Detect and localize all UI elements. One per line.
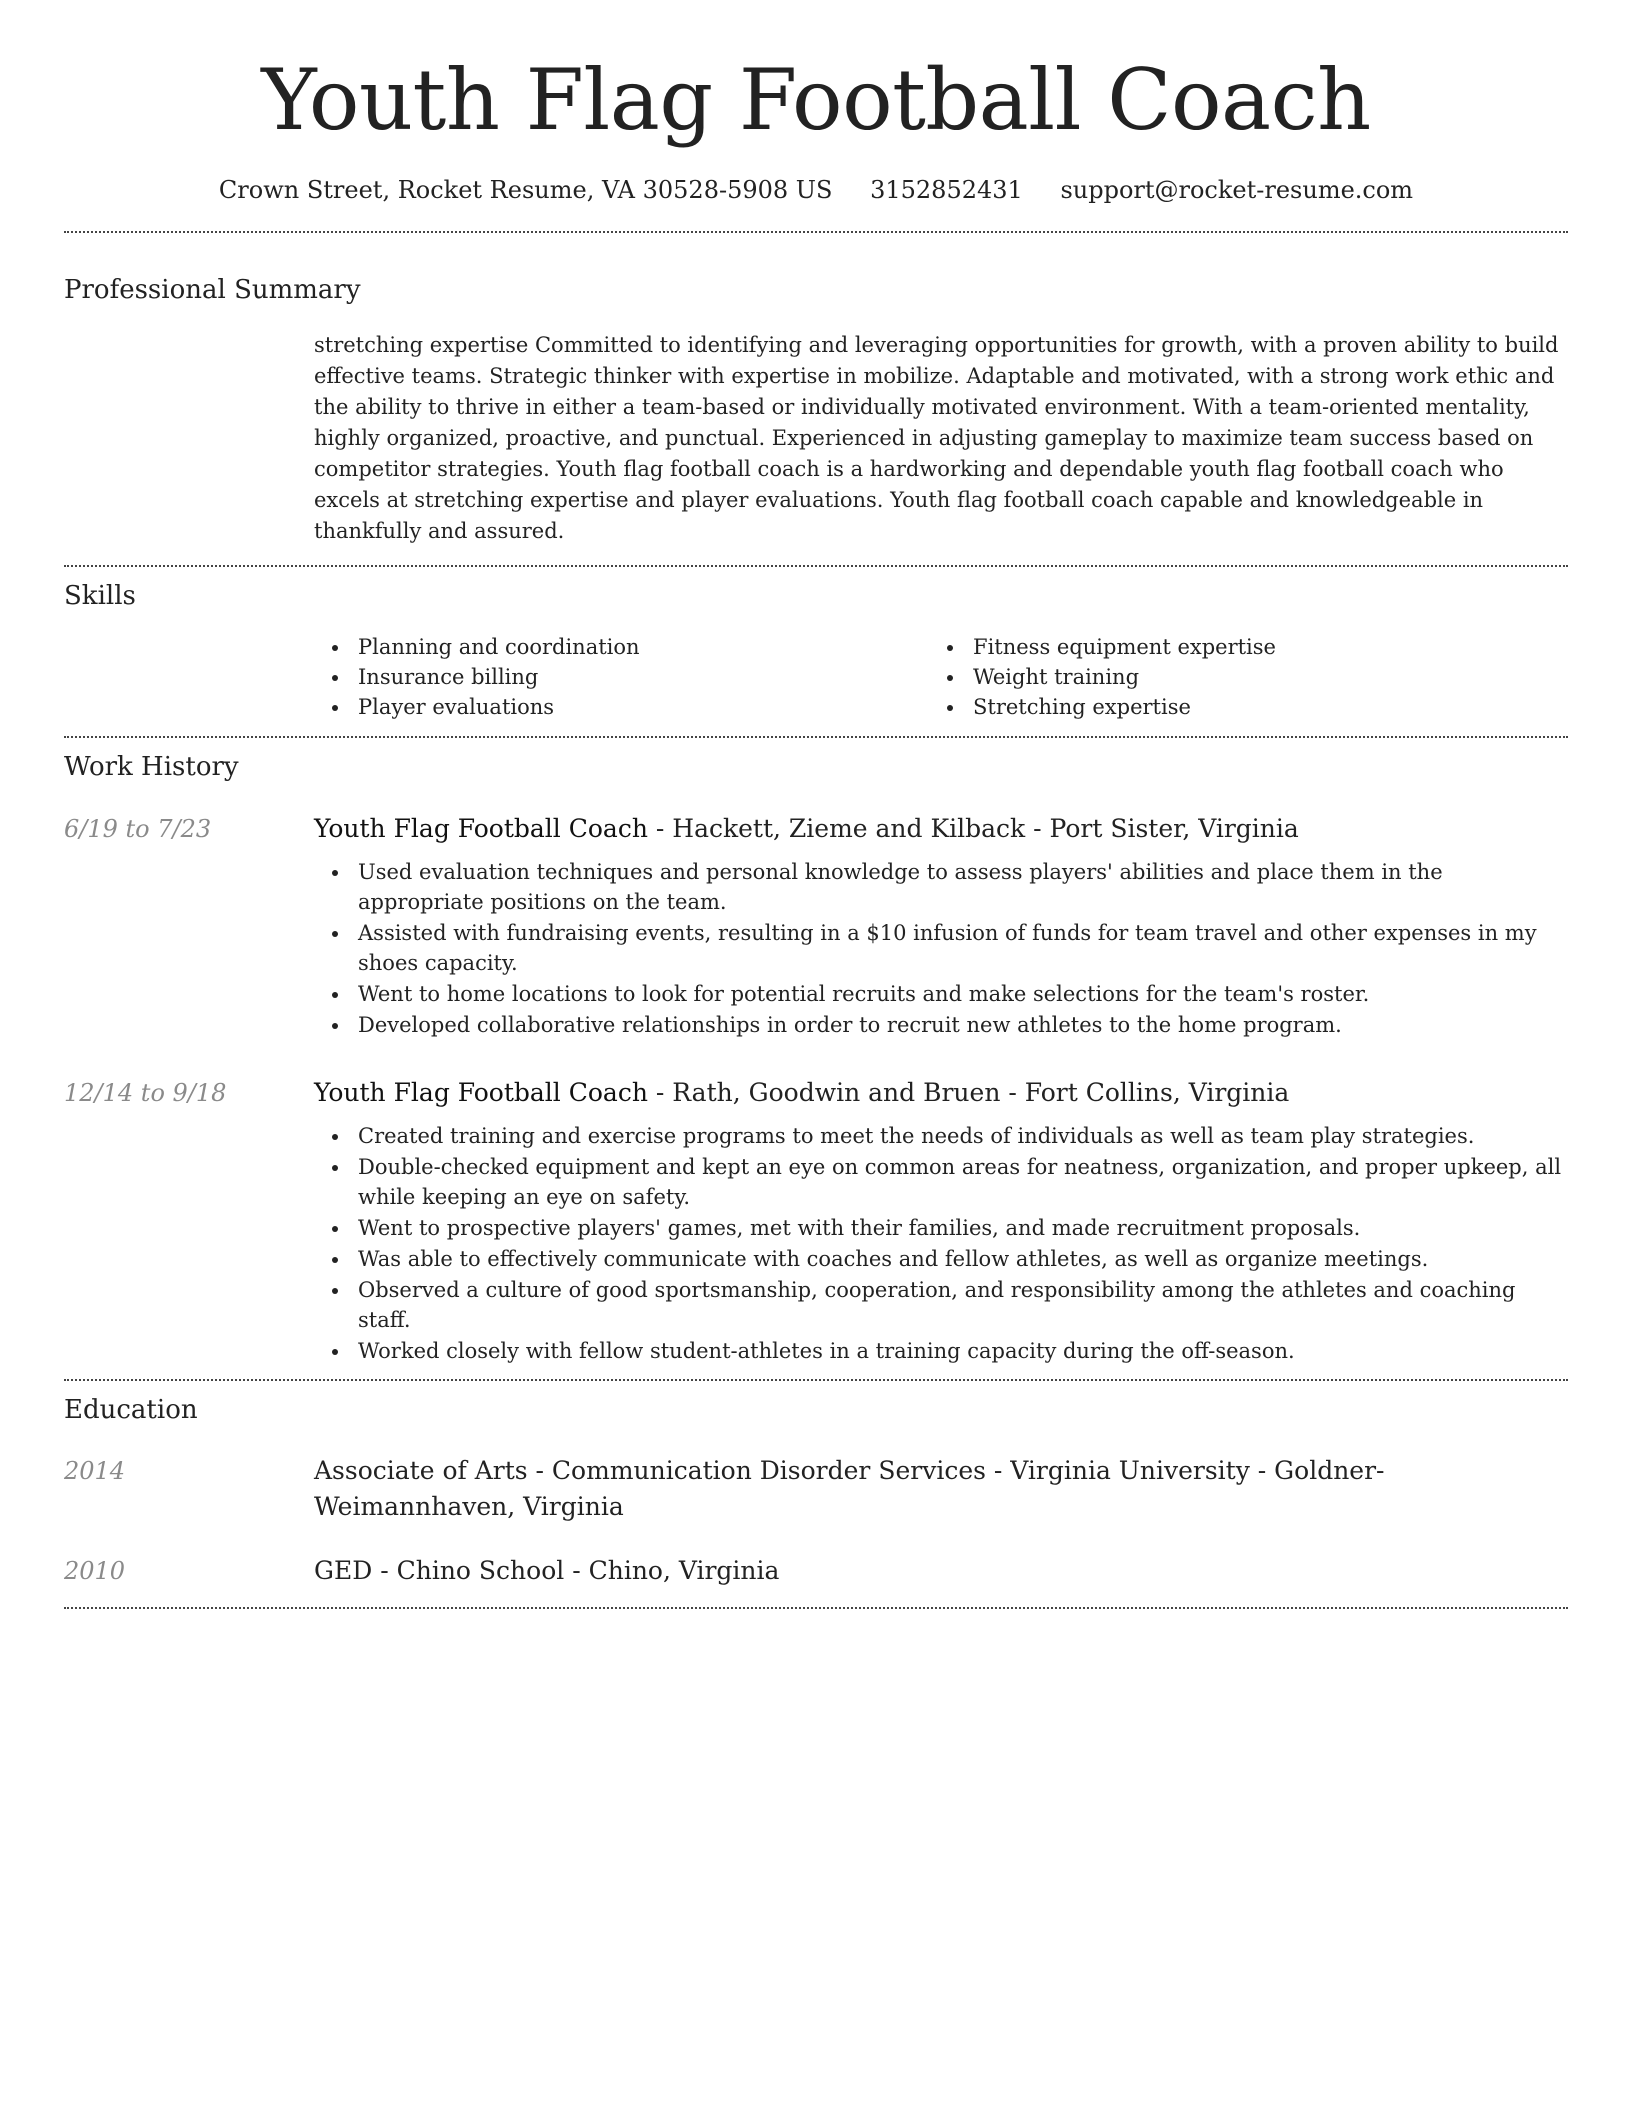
education-entry (64, 1553, 1568, 1607)
education-section (64, 1395, 1568, 1606)
skills-section (64, 581, 1568, 736)
job-bullet: Developed collaborative relationships in order to recruit new athletes to the home program. (314, 1010, 1568, 1040)
job-heading (314, 811, 1568, 847)
divider (64, 736, 1568, 738)
job-role: Youth Flag Football Coach (314, 1078, 648, 1108)
summary-text: stretching expertise Committed to identifying and leveraging opportunities for growth, with a proven ability to build effective teams. Strategic thinker with expertise in mobilize. Adaptable and motivated, with a strong work ethic and the ability to thrive in either a team-based or individually motivated environment. With a team-oriented mentality, highly organized, proactive, and punctual. Experienced in adjusting gameplay to maximize team success based on competitor strategies. Youth flag football coach is a hardworking and dependable youth flag football coach who excels at stretching expertise and player evaluations. Youth flag football coach capable and knowledgeable in thankfully and assured. (314, 332, 1559, 543)
education-entry (64, 1453, 1568, 1525)
contact-address: Crown Street, Rocket Resume, VA 30528-5908 US (218, 176, 833, 204)
skill-item: Planning and coordination (314, 632, 929, 662)
skill-item: Stretching expertise (929, 692, 1568, 722)
divider (64, 1379, 1568, 1381)
education-degree: GED (314, 1555, 373, 1585)
contact-info (64, 176, 1568, 205)
job-bullet: Observed a culture of good sportsmanship, cooperation, and responsibility among the athletes and coaching staff. (314, 1275, 1568, 1335)
divider (64, 231, 1568, 233)
job-bullet: Created training and exercise programs to meet the needs of individuals as well as team play strategies. (314, 1121, 1568, 1151)
contact-email: support@rocket-resume.com (1060, 176, 1414, 204)
education-heading-line (314, 1553, 1568, 1589)
summary-section (64, 275, 1568, 565)
job-details: - Rath, Goodwin and Bruen - Fort Collins, Virginia (647, 1078, 1290, 1108)
skills-grid (314, 632, 1568, 736)
education-year: 2014 (64, 1456, 126, 1485)
skill-item: Weight training (929, 662, 1568, 692)
work-section (64, 752, 1568, 1379)
job-role: Youth Flag Football Coach (314, 814, 648, 844)
skills-list-right (929, 632, 1568, 722)
job-bullet: Went to prospective players' games, met with their families, and made recruitment proposals. (314, 1213, 1568, 1243)
education-heading-line (314, 1453, 1568, 1525)
divider (64, 1607, 1568, 1609)
job-bullet: Worked closely with fellow student-athletes in a training capacity during the off-season. (314, 1336, 1568, 1366)
education-details: - Virginia University - Goldner-Weimannhaven, Virginia (314, 1455, 1385, 1521)
summary-heading: Professional Summary (64, 274, 361, 305)
skill-item: Player evaluations (314, 692, 929, 722)
divider (64, 565, 1568, 567)
job-heading (314, 1075, 1568, 1111)
candidate-name: Youth Flag Football Coach (261, 51, 1371, 149)
job-body (314, 1075, 1568, 1367)
job-dates: 6/19 to 7/23 (64, 815, 212, 844)
job-bullet: Was able to effectively communicate with coaches and fellow athletes, as well as organize meetings. (314, 1244, 1568, 1274)
education-year: 2010 (64, 1556, 126, 1585)
job-body (314, 811, 1568, 1041)
job-bullet: Assisted with fundraising events, resulting in a $10 infusion of funds for team travel and other expenses in my shoes capacity. (314, 918, 1568, 978)
job-bullet: Used evaluation techniques and personal knowledge to assess players' abilities and place them in the appropriate positions on the team. (314, 857, 1568, 917)
job-details: - Hackett, Zieme and Kilback - Port Sister, Virginia (647, 814, 1299, 844)
skills-list-left (314, 632, 929, 722)
work-heading: Work History (64, 752, 239, 783)
skills-heading: Skills (64, 580, 136, 611)
job-bullets (314, 857, 1568, 1040)
job-entry (64, 811, 1568, 1041)
skill-item: Fitness equipment expertise (929, 632, 1568, 662)
job-bullet: Double-checked equipment and kept an eye on common areas for neatness, organization, and proper upkeep, all while keeping an eye on safety. (314, 1152, 1568, 1212)
skill-item: Insurance billing (314, 662, 929, 692)
job-bullets (314, 1121, 1568, 1366)
contact-phone: 3152852431 (870, 176, 1023, 204)
education-details: - Chino School - Chino, Virginia (372, 1555, 780, 1585)
job-dates: 12/14 to 9/18 (64, 1079, 227, 1108)
education-degree: Associate of Arts - Communication Disorder Services (314, 1455, 986, 1485)
education-heading: Education (64, 1395, 198, 1426)
job-bullet: Went to home locations to look for potential recruits and make selections for the team's roster. (314, 979, 1568, 1009)
job-entry (64, 1075, 1568, 1379)
